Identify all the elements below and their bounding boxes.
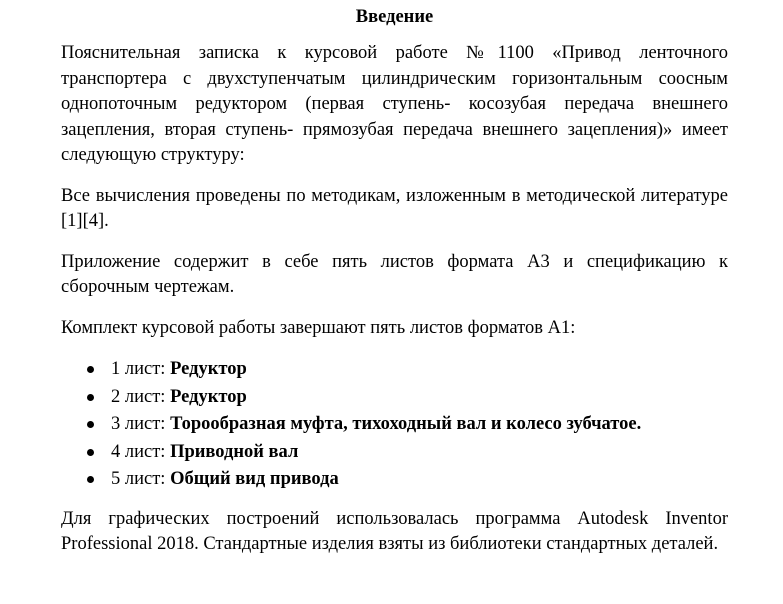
sheet-prefix: 3 лист: bbox=[111, 414, 171, 434]
list-item bbox=[61, 411, 728, 439]
bullet-icon bbox=[87, 449, 94, 456]
sheet-prefix: 4 лист: bbox=[111, 441, 171, 462]
bullet-icon bbox=[87, 394, 94, 401]
sheet-name: Приводной вал bbox=[170, 441, 299, 462]
list-item bbox=[61, 356, 728, 384]
intro-paragraph: Пояснительная записка к курсовой работе №1100 «Привод ленточного транспортера с двухступенчатым цилиндрическим горизонтальным соосным однопоточным редуктором (первая ступень- косозубая передача внешнего зацепления, вторая ступень- прямозубая передача внешнего зацепления)» имеет следующую структуру: bbox=[61, 43, 728, 165]
appendix-paragraph: Приложение содержит в себе пять листов формата А3 и спецификацию к сборочным чертежам. bbox=[61, 251, 728, 297]
sheet-prefix: 5 лист: bbox=[111, 469, 171, 489]
bullet-icon bbox=[87, 421, 94, 428]
methods-paragraph: Все вычисления проведены по методикам, изложенным в методической литературе [1][4]. bbox=[61, 185, 728, 231]
list-item bbox=[61, 466, 728, 494]
sheets-intro-paragraph: Комплект курсовой работы завершают пять листов форматов А1: bbox=[61, 317, 576, 338]
bullet-icon bbox=[87, 366, 94, 373]
list-item bbox=[61, 439, 728, 467]
sheet-prefix: 2 лист: bbox=[111, 386, 171, 407]
sheet-name: Редуктор bbox=[170, 386, 247, 407]
bullet-icon bbox=[87, 476, 94, 483]
sheet-name: Торообразная муфта, тихоходный вал и колесо зубчатое. bbox=[170, 414, 642, 434]
sheets-list bbox=[61, 356, 728, 494]
sheet-name: Редуктор bbox=[170, 359, 247, 379]
sheet-name: Общий вид привода bbox=[170, 469, 339, 489]
list-item bbox=[61, 384, 728, 412]
sheet-prefix: 1 лист: bbox=[111, 359, 171, 379]
software-paragraph: Для графических построений использовалась программа Autodesk Inventor Professional 2018. Стандартные изделия взяты из библиотеки стандартных деталей. bbox=[61, 508, 728, 554]
page-title: Введение bbox=[355, 7, 434, 27]
